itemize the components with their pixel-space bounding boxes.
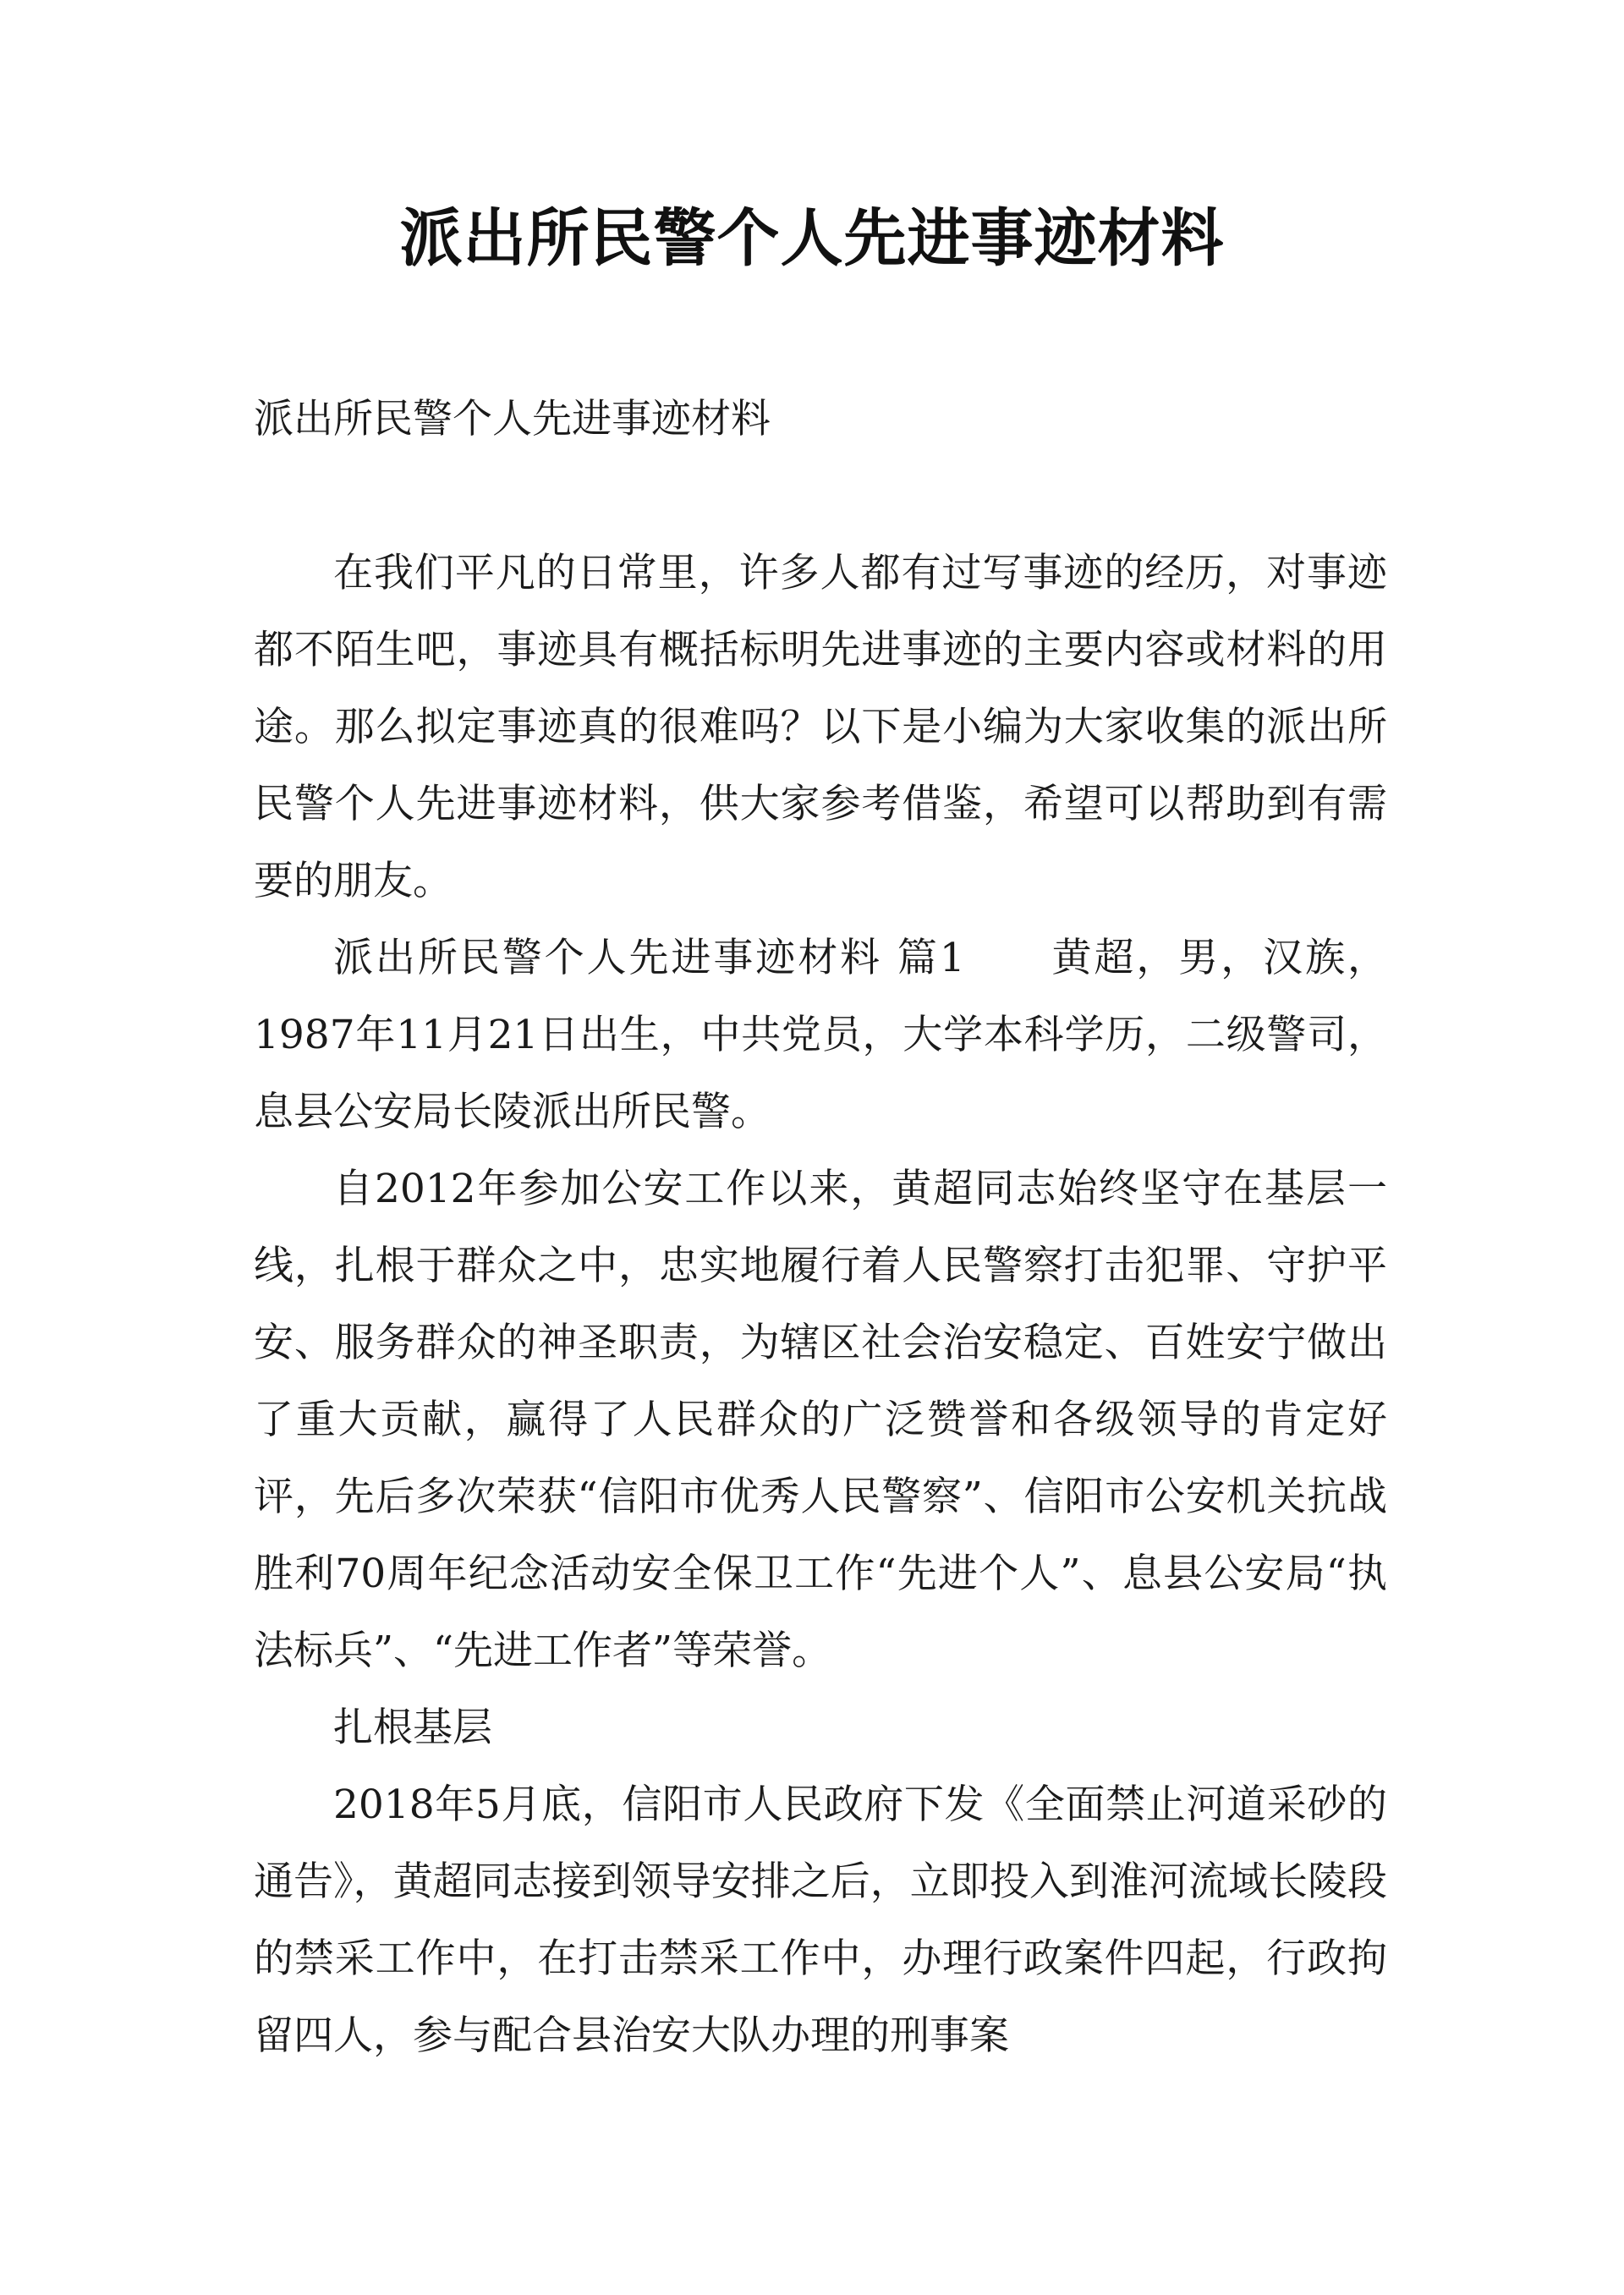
document-subtitle: 派出所民警个人先进事迹材料 [254,396,771,442]
paragraph-profile: 派出所民警个人先进事迹材料 篇1 黄超，男，汉族，1987年11月21日出生，中共党员，大学本科学历，二级警司，息县公安局长陵派出所民警。 [254,935,1387,1135]
document-title: 派出所民警个人先进事迹材料 [399,202,1225,275]
paragraph-achievements: 自2012年参加公安工作以来，黄超同志始终坚守在基层一线，扎根于群众之中，忠实地履行着人民警察打击犯罪、守护平安、服务群众的神圣职责，为辖区社会治安稳定、百姓安宁做出了重大贡献，赢得了人民群众的广泛赞誉和各级领导的肯定好评，先后多次荣获“信阳市优秀人民警察”、信阳市公安机关抗战胜利70周年纪念活动安全保卫工作“先进个人”、息县公安局“执法标兵”、“先进工作者”等荣誉。 [254,1166,1387,1674]
paragraph-section-body: 2018年5月底，信阳市人民政府下发《全面禁止河道采砂的通告》，黄超同志接到领导安排之后，立即投入到淮河流域长陵段的禁采工作中，在打击禁采工作中，办理行政案件四起，行政拘留四人，参与配合县治安大队办理的刑事案 [254,1782,1387,2059]
section-heading: 扎根基层 [333,1705,492,1751]
document-body [254,381,1387,2074]
paragraph-intro: 在我们平凡的日常里，许多人都有过写事迹的经历，对事迹都不陌生吧，事迹具有概括标明先进事迹的主要内容或材料的用途。那么拟定事迹真的很难吗？以下是小编为大家收集的派出所民警个人先进事迹材料，供大家参考借鉴，希望可以帮助到有需要的朋友。 [254,550,1387,904]
